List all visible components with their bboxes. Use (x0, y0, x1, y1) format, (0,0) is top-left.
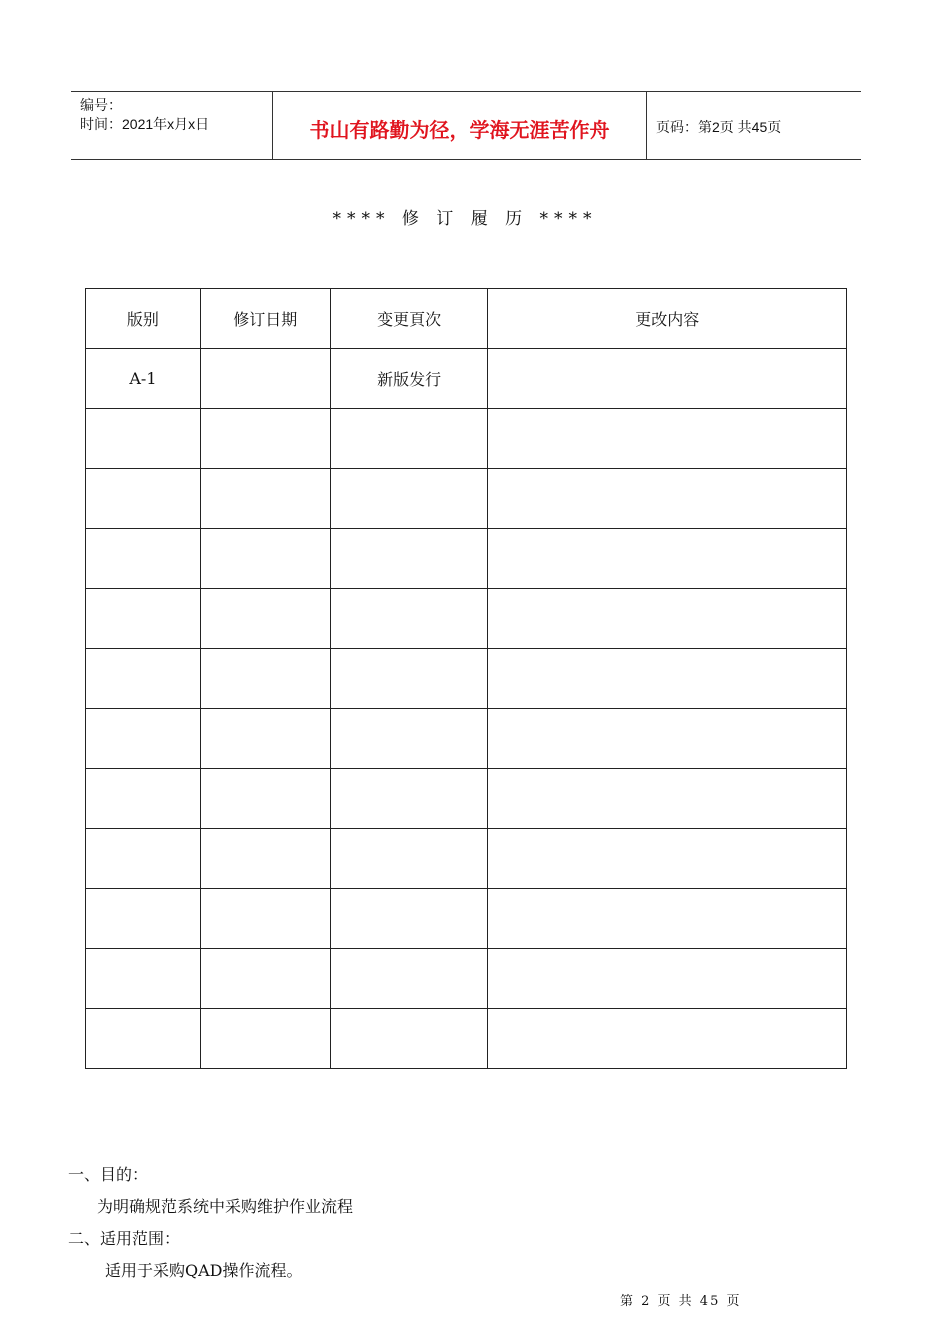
table-row (86, 1009, 847, 1069)
table-row (86, 769, 847, 829)
cell-version (86, 709, 201, 769)
cell-content (488, 709, 847, 769)
cell-version (86, 889, 201, 949)
document-time: 时间：2021年x月x日 (80, 116, 210, 132)
motto: 书山有路勤为径，学海无涯苦作舟 (309, 118, 610, 142)
cell-version (86, 469, 201, 529)
cell-version (86, 829, 201, 889)
cell-pages (330, 889, 488, 949)
cell-pages (330, 409, 488, 469)
table-row (86, 709, 847, 769)
cell-pages (330, 589, 488, 649)
cell-version (86, 949, 201, 1009)
document-header (71, 91, 861, 160)
cell-version: A-1 (86, 349, 201, 409)
cell-date (200, 1009, 330, 1069)
cell-content (488, 469, 847, 529)
cell-pages (330, 769, 488, 829)
cell-pages (330, 649, 488, 709)
table-row (86, 649, 847, 709)
cell-content (488, 349, 847, 409)
cell-content (488, 529, 847, 589)
cell-date (200, 949, 330, 1009)
page-title: **** 修 订 履 历 **** (332, 209, 598, 229)
cell-version (86, 589, 201, 649)
cell-pages (330, 829, 488, 889)
page-footer: 第 2 页 共 45 页 (620, 1294, 742, 1309)
column-header-version: 版别 (86, 289, 201, 349)
cell-pages (330, 949, 488, 1009)
cell-content (488, 949, 847, 1009)
cell-version (86, 529, 201, 589)
cell-content (488, 1009, 847, 1069)
cell-content (488, 409, 847, 469)
table-row (86, 349, 847, 409)
cell-pages (330, 709, 488, 769)
cell-version (86, 1009, 201, 1069)
cell-version (86, 649, 201, 709)
column-header-change-content: 更改内容 (488, 289, 847, 349)
cell-version (86, 769, 201, 829)
cell-date (200, 769, 330, 829)
table-row (86, 409, 847, 469)
cell-date (200, 649, 330, 709)
cell-date (200, 469, 330, 529)
cell-pages (330, 529, 488, 589)
cell-pages (330, 1009, 488, 1069)
cell-date (200, 589, 330, 649)
cell-date (200, 409, 330, 469)
cell-content (488, 769, 847, 829)
cell-content (488, 889, 847, 949)
column-header-revision-date: 修订日期 (200, 289, 330, 349)
cell-date (200, 829, 330, 889)
cell-content (488, 589, 847, 649)
table-header-row (86, 289, 847, 349)
cell-date (200, 709, 330, 769)
table-row (86, 829, 847, 889)
table-row (86, 469, 847, 529)
section-body-scope: 适用于采购QAD操作流程。 (105, 1261, 303, 1280)
header-motto-cell (273, 92, 647, 159)
section-heading-purpose: 一、目的： (68, 1165, 149, 1184)
header-page-cell (647, 92, 861, 159)
cell-pages (330, 469, 488, 529)
table-row (86, 529, 847, 589)
page-code: 页码：第2页 共45页 (656, 119, 782, 135)
table-row (86, 949, 847, 1009)
cell-date (200, 349, 330, 409)
header-info-cell (71, 92, 273, 159)
cell-date (200, 529, 330, 589)
table-row (86, 589, 847, 649)
section-heading-scope: 二、适用范围： (68, 1229, 181, 1248)
table-row (86, 889, 847, 949)
cell-version (86, 409, 201, 469)
column-header-changed-pages: 变更頁次 (330, 289, 488, 349)
cell-content (488, 829, 847, 889)
revision-history-table (85, 288, 847, 1069)
cell-content (488, 649, 847, 709)
document-number: 编号： (80, 97, 122, 113)
section-body-purpose: 为明确规范系统中采购维护作业流程 (97, 1197, 354, 1216)
cell-date (200, 889, 330, 949)
cell-pages: 新版发行 (330, 349, 488, 409)
